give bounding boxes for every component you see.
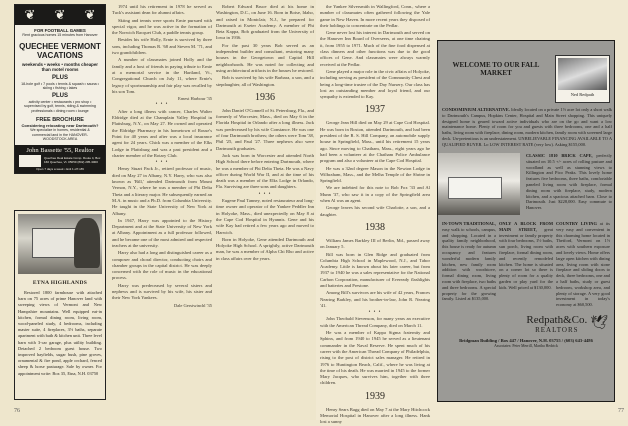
obituary-column-right xyxy=(320,4,430,425)
plus-activities: activity center • restaurants • pro shop • supervised by golf, tennis, riding & swimming professionals • dining room • lounge xyxy=(24,99,96,113)
office-hours: Open 7 days a week • Exit 1 off I-89 xyxy=(36,166,84,171)
left-page xyxy=(0,0,316,420)
quechee-vacations-ad xyxy=(14,4,106,174)
obituary-paragraph: For the past 30 years Bob served as an independent builder and consultant, restoring many houses in the Georgetown and Capitol Hill neighborhoods. He was noted for collecting and using architectural artifacts in the houses he restored. xyxy=(216,42,314,73)
free-brochure-heading: FREE BROCHURE xyxy=(36,116,84,123)
obituary-signature: Dale Gerstwinchl '35 xyxy=(173,302,212,308)
brick-cape-photo xyxy=(438,153,520,215)
ad-lower-section xyxy=(438,221,614,349)
obituary-paragraph: He was a member of Kappa Sigma fraternity and Sphinx, and from 1940 to 1945 he served as a lieutenant commander in the Naval Reserve. He spent much of his career with the American Thread Company of Philadelphia, rising to the post of district sales manager. He retired in 1976 to Huntington Beach, Calif., where he was living at the time of his death. He was married in 1945 to the former Mary Jacques, who survives him, together with three children. xyxy=(320,330,430,386)
listing-columns xyxy=(438,221,614,308)
obituary-paragraph: Skiing and tennis were sports Ernie pursued with special vigor, and he was active in the formation of the Norwich Racquet Club, a paddle tennis group. xyxy=(112,17,212,36)
listing-title: CONDOMINIUM ALTERNATIVE. xyxy=(442,107,510,112)
plus-amenities: 18-hole golf • 7 pools • tennis & squash • sauna • skiing • fishing • lakes xyxy=(21,81,99,91)
obituary-paragraph: Robert Edward Bruce died at his home in Washington, D.C., on June 16. Born in Boise, Idaho, and raised in Montclair, N.J., he prepared for Dartmouth at Exeter Academy. A member of Phi Beta Kappa, Bob graduated from the University of Iowa in 1936. xyxy=(216,4,314,41)
listing-title: COUNTRY LIVING xyxy=(556,221,597,226)
etna-description: Restored 1800 farmhouse with attached barn on 75 acres of prime Hanover land with sweeping views of Vermont and New Hampshire mountains. Well equipped eat-in kitchen, formal dining room, living room, wood-paneled study, 4 bedrooms, including master suite, 4 fireplaces, 3½ baths, separate apartment with bath & kitchen unit. Three level barn with 3-car garage, plus utility building. Detached 2 bedroom guest house. Two improved hayfields, sugar bush, pine groves, ornamental & fire pond, apple orchard, fenced sheep & horse pasturage. Sale by owner. For appointment write: Box 35, Etna, N.H. 03750 xyxy=(18,290,102,376)
separator: • • • xyxy=(155,102,169,108)
bird-icon: 🕊 xyxy=(590,315,608,331)
redpath-logo-row xyxy=(438,314,614,334)
obituary-column-2 xyxy=(112,4,212,414)
obituary-paragraph: Bob is survived by his wife Barbara, a son, and a stepdaughter, all of Washington. xyxy=(216,75,314,87)
obituary-paragraph: Henry Stuart Pack Jr., retired professor of music, died on May 27 in Albany, N.Y. Harry, who was also known as 'Bill,' attended Dartmouth from Mount Vernon, N.Y., where he was a member of Phi Delta Theta and a literary major. He subsequently earned an M.A. in music and a Ph.D. from Columbia University. He taught in the State University of New York at Albany. xyxy=(112,166,212,216)
listing-title: IN-TOWN TRADITIONAL, xyxy=(442,221,496,226)
obituary-paragraph: Harry was predeceased by several sisters and nephews and is survived by his wife, his sister and their New York Yankees. xyxy=(112,282,212,301)
realtor-name: John Bassette '55, Realtor xyxy=(26,146,94,154)
obituary-paragraph: Bill was born in Glen Ridge and graduated from Columbia High School in Maplewood, N.J., and Tabor Academy. Little is known about his later career, but from 1937 to 1940 he was a sales representative for the National Carbon Corporation, manufacturer of Eveready flashlights and batteries and Prestone. xyxy=(320,251,430,288)
ad-address: Bridgman Building / Box 447 / Hanover, N.H. 03755 / (603) 643-4486 xyxy=(459,337,593,343)
obituary-paragraph: Eugene Paul Tanney, noted restaurateur and long-time owner and operator of the Yankee Peddler Inn in Holyoke, Mass., died unexpectedly on May 8 at the Cape Cod Hospital in Hyannis. Gene and his wife Kay had retired a few years ago and moved to Harwich. xyxy=(216,198,314,235)
redpath-realtors-ad xyxy=(437,40,615,402)
obituary-paragraph: Gene never lost his interest in Dartmouth and served on the Hanover Inn Board of Overseers, at one time chairing it, from 1955 to 1971. Much of the fine food dispensed at class dinners and other functions was due to the good offices of Gene. And classmates were always warmly received at the Pedlar. xyxy=(320,30,430,67)
obituary-paragraph: 1974 until his retirement in 1978 he served as Tuck's assistant dean for alumni affairs. xyxy=(112,4,212,16)
realtor-footer xyxy=(15,145,105,173)
obituary-paragraph: George Jean Hill died on May 29 at Cape Cod Hospital. He was born in Boston, attended Dartmouth, and had been president of the R. S. Hill Company, an automobile supply house in Springfield, Mass., until his retirement 15 years ago. Since moving to Chatham, Mass., eight years ago he had been a volunteer at the Chatham Police Ambulance program and also a volunteer at the Cape Cod Hospital. xyxy=(320,120,430,164)
portrait-image xyxy=(558,58,607,90)
listing-main-street xyxy=(499,221,553,308)
listing-text: easy walk to schools, campus, and shopping. Located in a quality family neighborhood, this house is ready for autumn occupancy and features wonderful modern family kitchen, new family room addition with woodstove, formal dining room, living room with fireplace, two baths and three bedrooms. A special property for the growing family. Listed at $135,000. xyxy=(442,226,496,302)
obituary-paragraph: William James Barkley III of Berlin, Md., passed away on January 5. xyxy=(320,237,430,250)
etna-highlands-ad xyxy=(14,210,106,400)
plus-heading: PLUS xyxy=(51,74,68,81)
relocating-text: We specialize in homes, residential & commercial land in the HANOVER-WOODSTOCK AREA xyxy=(30,128,90,142)
obituary-paragraph: John Theobald Stevenson, for many years an executive with the American Thread Company, died on March 11. xyxy=(320,316,430,328)
house-icon xyxy=(19,155,41,167)
etna-title: ETNA HIGHLANDS xyxy=(32,280,88,286)
obituary-paragraph: Among Bill's survivors are his wife of 42 years, Frances Nearing Barkley, and his brother-in-law, John R. Nearing '41. xyxy=(320,290,430,308)
page-number: 76 xyxy=(14,408,20,414)
relocating-question: Considering relocating near Dartmouth? xyxy=(21,123,99,129)
photo-caption: Ned Redpath xyxy=(570,92,595,97)
ad-header-banner xyxy=(15,5,105,25)
logo-subtitle: REALTORS xyxy=(535,325,579,334)
obituary-column-3 xyxy=(216,4,314,414)
obituary-paragraph: After a long illness with cancer, Charles Walter Eldridge died at the Champlain Valley Hospital in Plattsburg, N.Y., on May 27. He owned and operated the Eldridge Pharmacy in his hometown of Rouse's Point for 40 years and after was a local insurance agent for 24 years. Chick was a member of the Elks Lodge in Plattsburg and was a past president and a charter member of the Rotary Club. xyxy=(112,108,212,158)
quechee-tagline: weekends • weeks • months cheaper than motel rooms xyxy=(21,61,99,72)
listing-text: at its very easy and convenient in this charming home located in Thetford, Vermont on 1½ acres with southern exposure and lovely views. Home offers large open kitchen with dining area, living room with stone fireplace and sliding doors to deck, three bedrooms, one and a half baths, study or guest bedroom, workshop area, and plenty of storage. A very good investment in today's economy at $60,500. xyxy=(556,221,610,308)
maple-leaf-icon: ❦ xyxy=(54,7,66,22)
listing-brick-cape xyxy=(526,153,612,211)
obituary-paragraph: Born in Holyoke, Gene attended Dartmouth and Holyoke High School. A sprightly, active Dartmouth man, he was a member of Alpha Chi Rho and active in class affairs over the years. xyxy=(216,236,314,261)
ad-headline: WELCOME TO OUR FALL MARKET xyxy=(452,61,540,77)
obituary-paragraph: George leaves his second wife Charlotte, a son, and a daughter. xyxy=(320,205,430,217)
listing-in-town xyxy=(442,221,496,308)
obituary-paragraph: Jack was born in Worcester and attended North High School there before entering Dartmouth, where he was a member of Phi Delta Theta. He was a Navy officer during World War II, and at the time of his death was a member of the Elks Lodge in Orlando, Fla. Surviving are three sons and daughters. xyxy=(216,152,314,190)
football-heading: FOR FOOTBALL GAMES xyxy=(34,28,86,33)
maple-leaf-icon: ❦ xyxy=(24,7,36,22)
ad-associates: Associates: Peter Merrill, Martha Hedrick xyxy=(494,343,558,348)
plus-heading: PLUS xyxy=(51,92,68,99)
listing-country xyxy=(556,221,610,308)
maple-leaf-icon: ❦ xyxy=(84,7,96,22)
obituary-paragraph: Henry Sears Bagg died on May 7 at the Mary Hitchcock Memorial Hospital in Hanover after a long illness. Hank lost a sunny xyxy=(320,406,430,425)
obituary-signature: Ernest Harbour '35 xyxy=(177,96,212,102)
redpath-logo xyxy=(526,314,587,334)
separator: • • • xyxy=(368,310,382,316)
listing-condominium xyxy=(442,107,612,148)
page-number: 77 xyxy=(618,408,624,414)
class-year-heading: 1936 xyxy=(255,91,275,103)
obituary-paragraph: Gene played a major role in the civic affairs of Holyoke, including serving as president of the Community Chest and being a long-time trustee of the Day Nursery. Our class has lost an outstanding member and loyal friend, and our sympathy is extended to Kay. xyxy=(320,68,430,100)
portrait-photo xyxy=(555,55,610,103)
right-page xyxy=(316,0,628,425)
quechee-headline: QUECHEE VERMONT VACATIONS xyxy=(19,41,101,60)
separator: • • • xyxy=(155,160,169,166)
obituary-paragraph: Harry also had a long and distinguished career as a composer and choral director, conducting choirs and chamber groups in the capital district. He was deeply concerned with the role of music in the educational process. xyxy=(112,250,212,281)
football-subtext: Rent gracious homes 15 minutes from Hanover xyxy=(22,33,98,37)
class-year-heading: 1937 xyxy=(365,104,385,116)
class-year-heading: 1939 xyxy=(365,390,385,402)
listing-text: great investment or family property with four bedrooms, 1½ baths, sun porch, living room with fireplace, formal dining room, and recently remodeled kitchen. The home is situated on a corner lot so there is plenty of room for a quality garden or play yard for the kids. Well priced at $130,000. xyxy=(499,226,553,290)
listing-title: CLASSIC 1810 BRICK CAPE, xyxy=(526,153,593,158)
separator: • • • xyxy=(258,191,272,197)
listing-text: perfectly situated on 10.5 +/- acres of rolling pasture and woodland as well as stunning views to Killington and Pico Peaks. This lovely home features five bedrooms, three baths, comfortable paneled living room with fireplace, formal dining room with fireplace, study, modern kitchen, and a spacious attached barn. Close to Dartmouth. Just $228,000. Easy commute to Hanover. xyxy=(526,153,612,211)
obituary-paragraph: John Daniel O'Connell of St. Petersburg, Fla., and formerly of Worcester, Mass., died on May 6 in the Florida Hospital in Orlando after a long illness. Jack was predeceased by his wife Constance. He was one of four Dartmouth brothers; the others were Tom '38, Phil '25, and Paul '27. Three nephews also were Dartmouth graduates. xyxy=(216,107,314,151)
obituary-paragraph: A number of classmates joined Holly and the family and a host of friends in paying tribute to Ernie at a memorial service in the Hartland, Vt., Congregational Church on July 11, where Ernie's legacy of sportsmanship and fair play was recalled by his son Tom. xyxy=(112,57,212,94)
farmhouse-photo xyxy=(18,214,102,274)
obituary-paragraph: He was a 32nd degree Mason in the Newton Lodge in Wilbraham, Mass., and the Melha Temple of the Shrine in Springfield. xyxy=(320,165,430,184)
listing-title: ONLY A BLOCK FROM MAIN STREET, xyxy=(499,221,553,232)
obituary-paragraph: the Yankee Silversmith in Wallingford, Conn., where a number of classmates often gathered following the Yale game in New Haven. In more recent years they disposed of their holdings to concentrate on the Pedlar. xyxy=(320,4,430,28)
listing-text: Ideally located on a private 1½ acre lot only a short walk to Dartmouth's Campus, Hopkins Center, Hospital and Main Street shopping. This uniquely designed home is geared toward active individuals who are on the go and want a low maintenance home. Plenty of room for you and guests with three bedrooms, one and a half baths, living room with fireplace, dining room, modern kitchen, family room with screened large deck. Un-pretentious is an understatement. UNBELIEVABLE FINANCING AVAILABLE TO A QUALIFIED BUYER. Lo LOW INTEREST RATE (very low). Asking $155,000. xyxy=(442,107,613,147)
obituary-paragraph: Besides his wife Holly, Ernie is survived by three sons, including Thomas R. '68 and Steven M. '71, and two grandchildren. xyxy=(112,37,212,56)
class-year-heading: 1938 xyxy=(365,221,385,233)
obituary-paragraph: In 1947, Harry was appointed to the History Department and at the State University of New York at Albany. Appointment as a full professor followed, and he became one of the most admired and respected teachers at the university. xyxy=(112,217,212,248)
company-address: Quechee Real Estate Comp. Route 4, Box 160 Quechee, Vt. 05059 (802) 295-3000 xyxy=(44,156,101,164)
obituary-paragraph: We are indebted for this note to Bob Fox '33 and Al Munn '37, who saw it in a copy of the Springfield area when Al was an agent. xyxy=(320,185,430,204)
logo-text: Redpath&Co. xyxy=(526,313,588,326)
